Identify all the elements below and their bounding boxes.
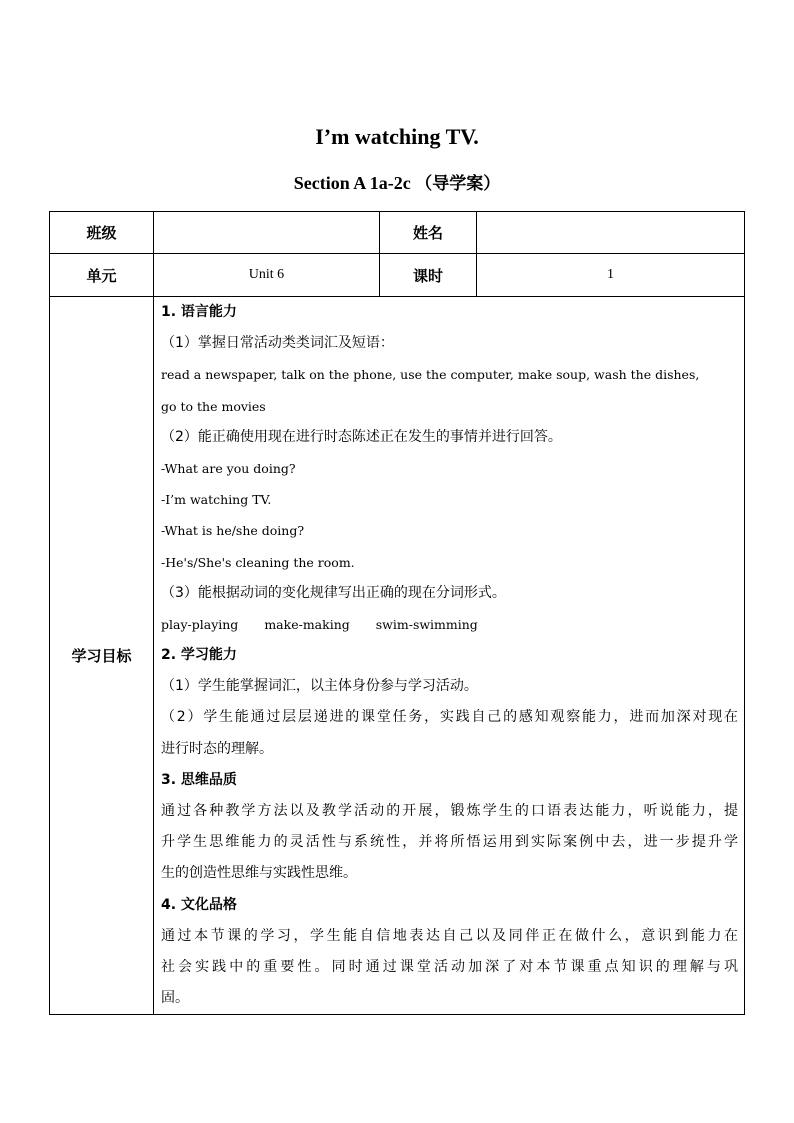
objective-text: （1）掌握日常活动类类词汇及短语： [161, 335, 394, 352]
heading-thinking-quality: 3. 思维品质 [161, 771, 237, 788]
objective-text: 通过本节课的学习，学生能自信地表达自己以及同伴正在做什么，意识到能力在 [161, 927, 738, 944]
unit-label: 单元 [50, 254, 154, 297]
heading-learning-ability: 2. 学习能力 [161, 647, 237, 664]
table-row-unit-period [50, 254, 745, 297]
period-value: 1 [477, 254, 745, 297]
objective-text: （2）学生能通过层层递进的课堂任务，实践自己的感知观察能力，进而加深对现在 [161, 709, 738, 726]
page-title: I’m watching TV. [315, 124, 479, 149]
name-field[interactable] [477, 212, 745, 254]
example-dialogue-line: -What is he/she doing? [161, 523, 305, 539]
verb-form: make-making [264, 616, 350, 632]
objectives-content [154, 297, 745, 1015]
table-row-objectives [50, 297, 745, 1015]
page-subtitle [0, 169, 794, 194]
objective-text-cont: 升学生思维能力的灵活性与系统性，并将所悟运用到实际案例中去，进一步提升学 [161, 834, 738, 851]
example-dialogue-line: -I’m watching TV. [161, 492, 272, 508]
period-label: 课时 [380, 254, 477, 297]
objective-text-cont: 社会实践中的重要性。同时通过课堂活动加深了对本节课重点知识的理解与巩 [161, 958, 738, 975]
objectives-label: 学习目标 [50, 297, 154, 1015]
objective-text: （2）能正确使用现在进行时态陈述正在发生的事情并进行回答。 [161, 428, 562, 445]
unit-value: Unit 6 [154, 254, 380, 297]
class-label: 班级 [50, 212, 154, 254]
lesson-info-table [49, 211, 745, 1015]
subtitle-doc-type: （导学案） [415, 174, 501, 194]
example-dialogue-line: -He's/She's cleaning the room. [161, 554, 355, 570]
heading-language-ability: 1. 语言能力 [161, 304, 237, 320]
name-label: 姓名 [380, 212, 477, 254]
verb-form: swim-swimming [375, 616, 478, 632]
heading-cultural-character: 4. 文化品格 [161, 896, 237, 913]
vocabulary-phrases: read a newspaper, talk on the phone, use the computer, make soup, wash the dishes, [161, 367, 700, 383]
objective-text-cont: 固。 [161, 990, 189, 1007]
verb-forms-list [161, 609, 738, 640]
objective-text: 通过各种教学方法以及教学活动的开展，锻炼学生的口语表达能力，听说能力，提 [161, 803, 738, 819]
verb-form: play-playing [161, 616, 239, 632]
objective-text-cont: 进行时态的理解。 [161, 740, 273, 757]
class-field[interactable] [154, 212, 380, 254]
objective-text: （3）能根据动词的变化规律写出正确的现在分词形式。 [161, 584, 506, 601]
vocabulary-phrases-cont: go to the movies [161, 398, 266, 414]
table-row-class-name [50, 212, 745, 254]
objective-text-cont: 生的创造性思维与实践性思维。 [161, 865, 357, 882]
example-dialogue-line: -What are you doing? [161, 460, 296, 476]
subtitle-section: Section A 1a-2c [293, 173, 416, 193]
objective-text: （1）学生能掌握词汇，以主体身份参与学习活动。 [161, 678, 478, 695]
